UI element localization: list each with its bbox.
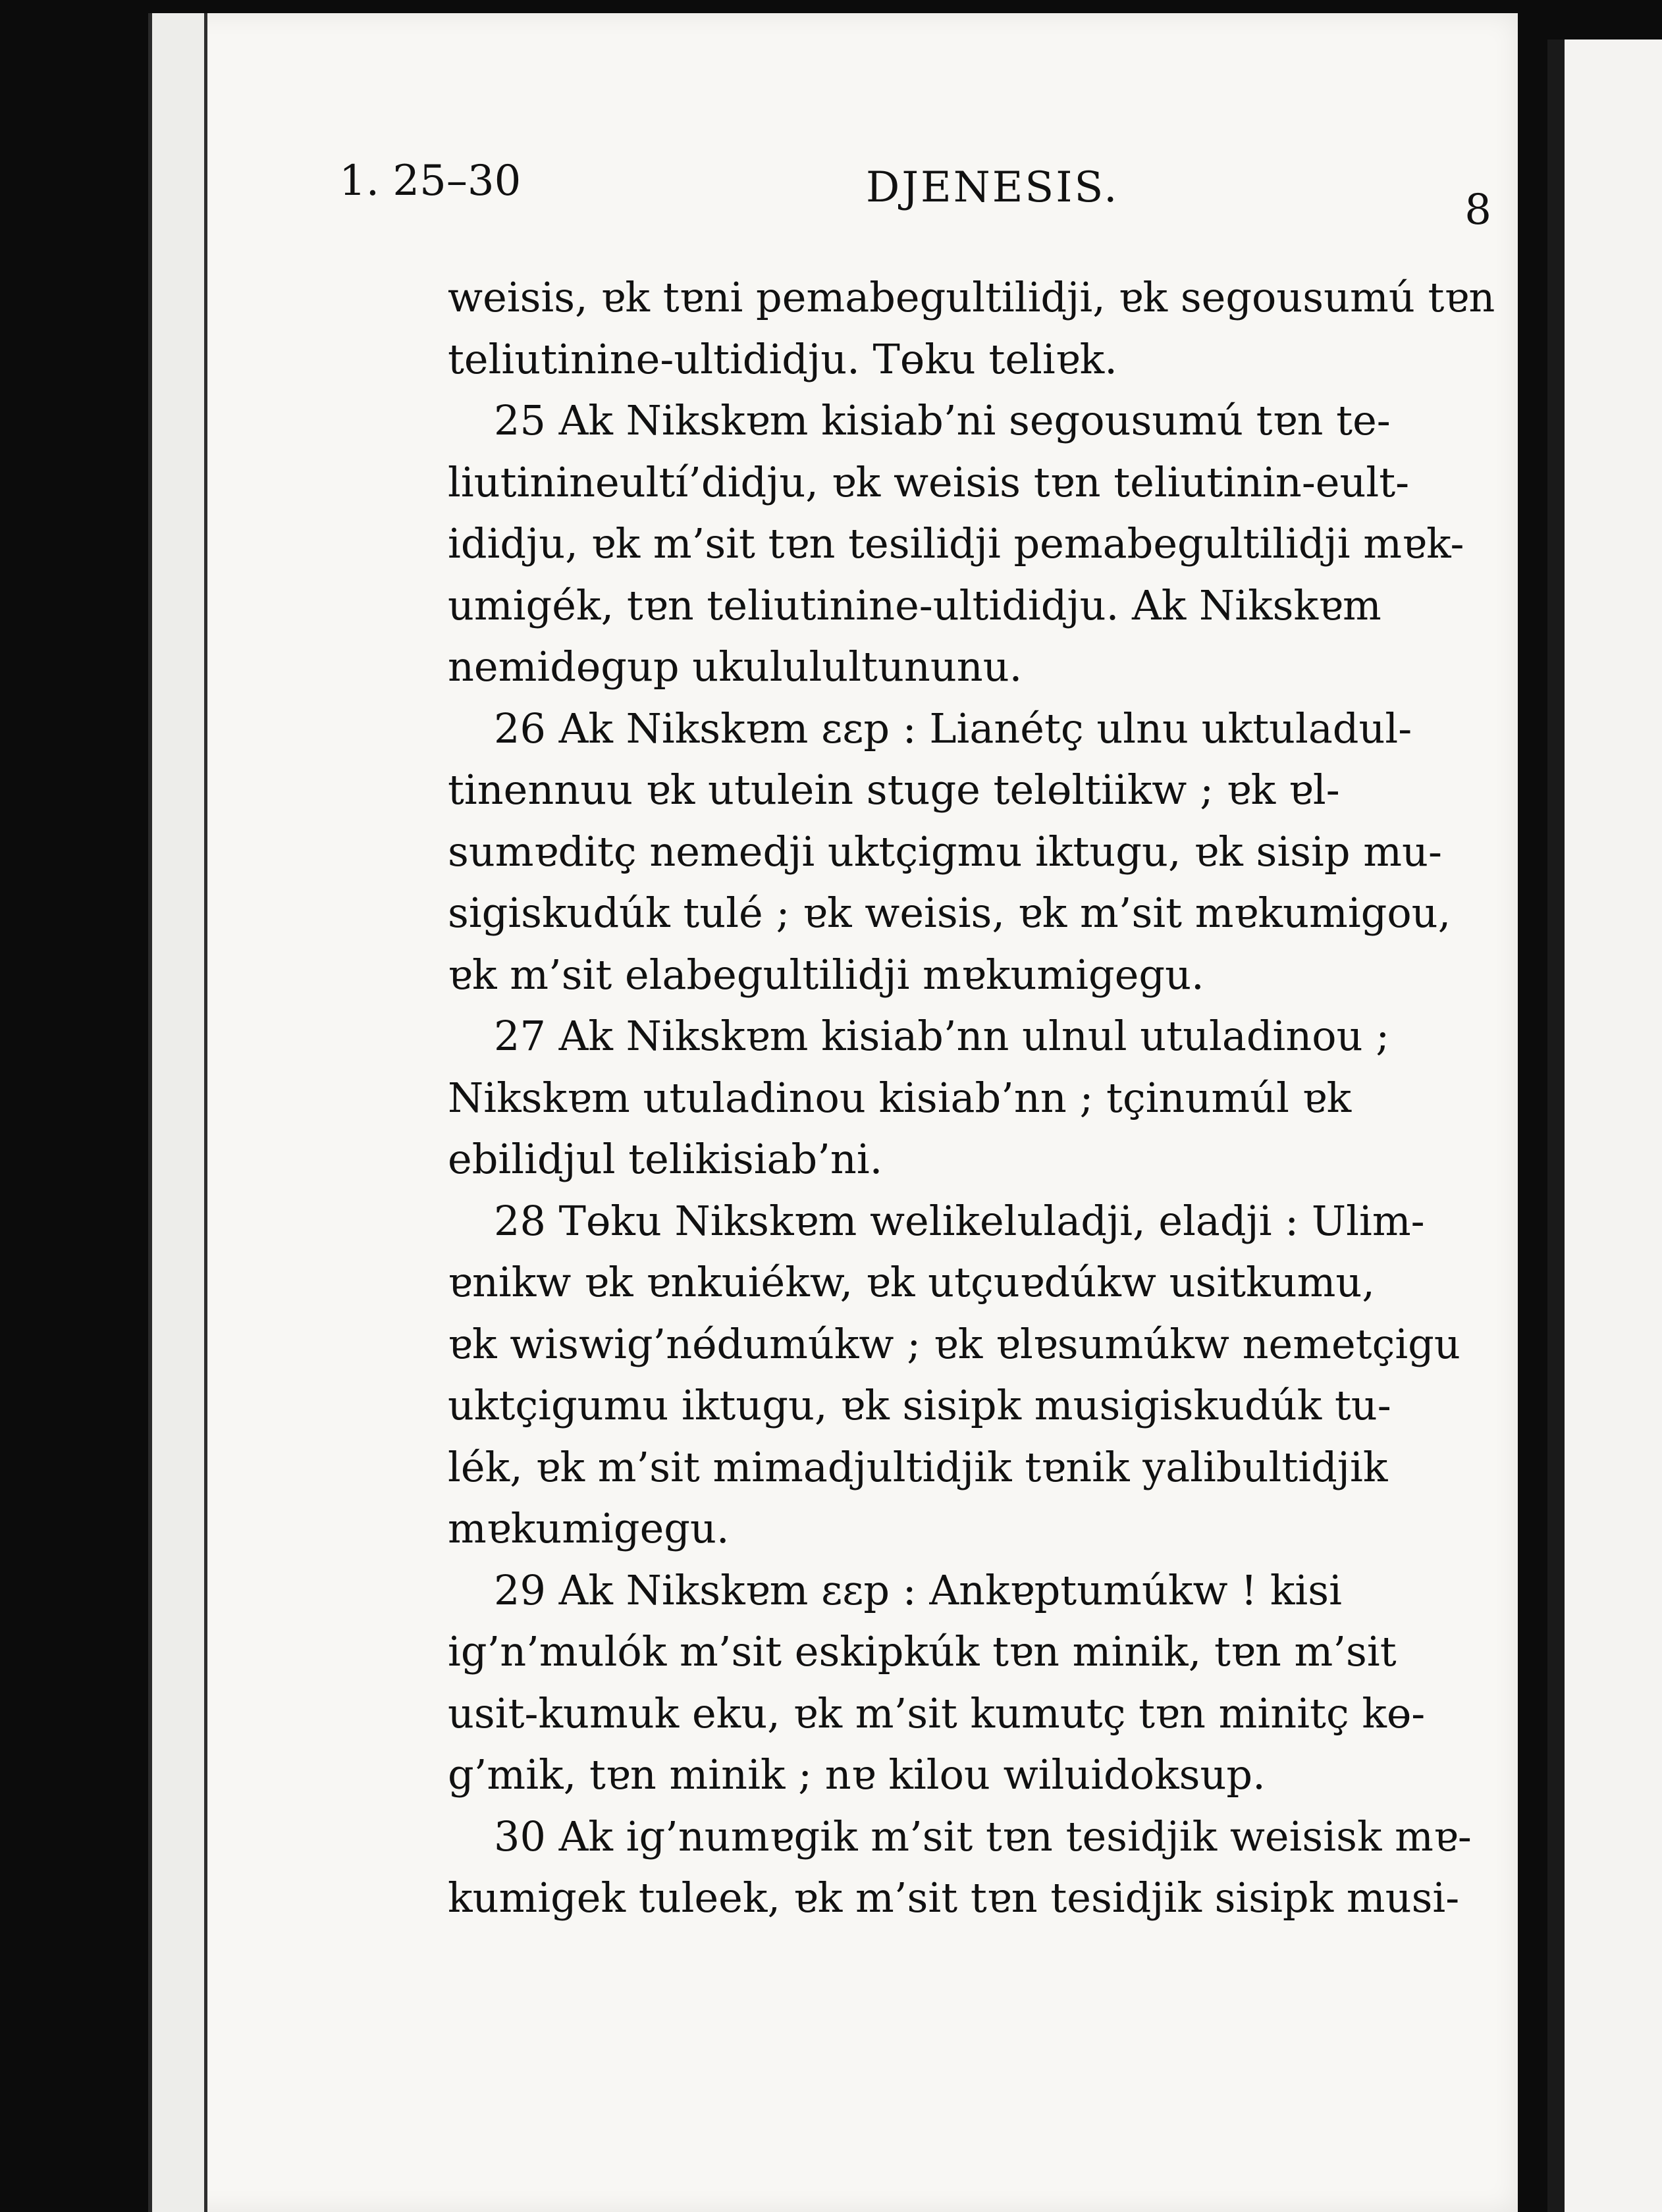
text-line: tinennuu ɐk utulein stuge telɵltiikw ; ɐk ɐl- [448,766,1340,814]
scripture-text [448,267,1501,1929]
text-line: sigiskudúk tulé ; ɐk weisis, ɐk m’sit mɐkumigou, [448,889,1451,937]
text-line: kumigek tuleek, ɐk m’sit tɐn tesidjik sisipk musi- [448,1874,1460,1922]
text-line: g’mik, tɐn minik ; nɐ kilou wiluidoksup. [448,1751,1266,1799]
text-line: liutinineultí’didju, ɐk weisis tɐn teliutinin-eult- [448,458,1410,506]
text-line: umigék, tɐn teliutinine-ultididju. Ak Nikskɐm [448,581,1381,629]
page-gutter-shadow [1547,40,1565,2212]
verse-27-start: 27 Ak Nikskɐm kisiab’nn ulnul utuladinou ; [494,1012,1390,1060]
text-line: ɐnikw ɐk ɐnkuiékw, ɐk utçuɐdúkw usitkumu, [448,1258,1376,1306]
text-line: Nikskɐm utuladinou kisiab’nn ; tçinumúl ɐk [448,1073,1352,1122]
chapter-verse-reference: 1. 25–30 [339,157,522,205]
running-header [339,157,1491,234]
text-line: weisis, ɐk tɐni pemabegultilidji, ɐk segousumú tɐn [448,273,1495,321]
text-line: ididju, ɐk m’sit tɐn tesilidji pemabegultilidji mɐk- [448,519,1464,567]
verse-28-start: 28 Tɵku Nikskɐm welikeluladji, eladji : Ulim- [494,1196,1425,1245]
verse-26-start: 26 Ak Nikskɐm ɛɛp : Lianétç ulnu uktuladul- [494,704,1412,752]
text-line: mɐkumigegu. [448,1504,730,1552]
text-line: ig’n’mulók m’sit eskipkúk tɐn minik, tɐn m’sit [448,1627,1397,1675]
text-line: lék, ɐk m’sit mimadjultidjik tɐnik yalibultidjik [448,1442,1388,1491]
verse-25-start: 25 Ak Nikskɐm kisiab’ni segousumú tɐn te- [494,396,1391,444]
text-line: ebilidjul telikisiab’ni. [448,1135,883,1183]
text-line: uktçigumu iktugu, ɐk sisipk musigiskudúk tu- [448,1381,1391,1429]
book-title: DJENESIS. [866,163,1119,212]
text-line: sumɐditç nemedji uktçigmu iktugu, ɐk sisip mu- [448,827,1442,876]
page-number: 8 [1464,186,1491,234]
book-page [148,13,1518,2212]
text-line: teliutinine-ultididju. Tɵku teliɐk. [448,334,1117,383]
text-line: ɐk wiswig’nɵ́dumúkw ; ɐk ɐlɐsumúkw nemetçigu [448,1319,1461,1368]
page-binding-margin [148,13,207,2212]
verse-29-start: 29 Ak Nikskɐm ɛɛp : Ankɐptumúkw ! kisi [494,1566,1342,1614]
text-line: usit-kumuk eku, ɐk m’sit kumutç tɐn minitç kɵ- [448,1689,1426,1737]
adjacent-page-edge [1547,40,1662,2212]
text-line: ɐk m’sit elabegultilidji mɐkumigegu. [448,950,1204,999]
verse-30-start: 30 Ak ig’numɐgik m’sit tɐn tesidjik weisisk mɐ- [494,1812,1472,1860]
text-line: nemidɵgup ukululultununu. [448,643,1023,691]
